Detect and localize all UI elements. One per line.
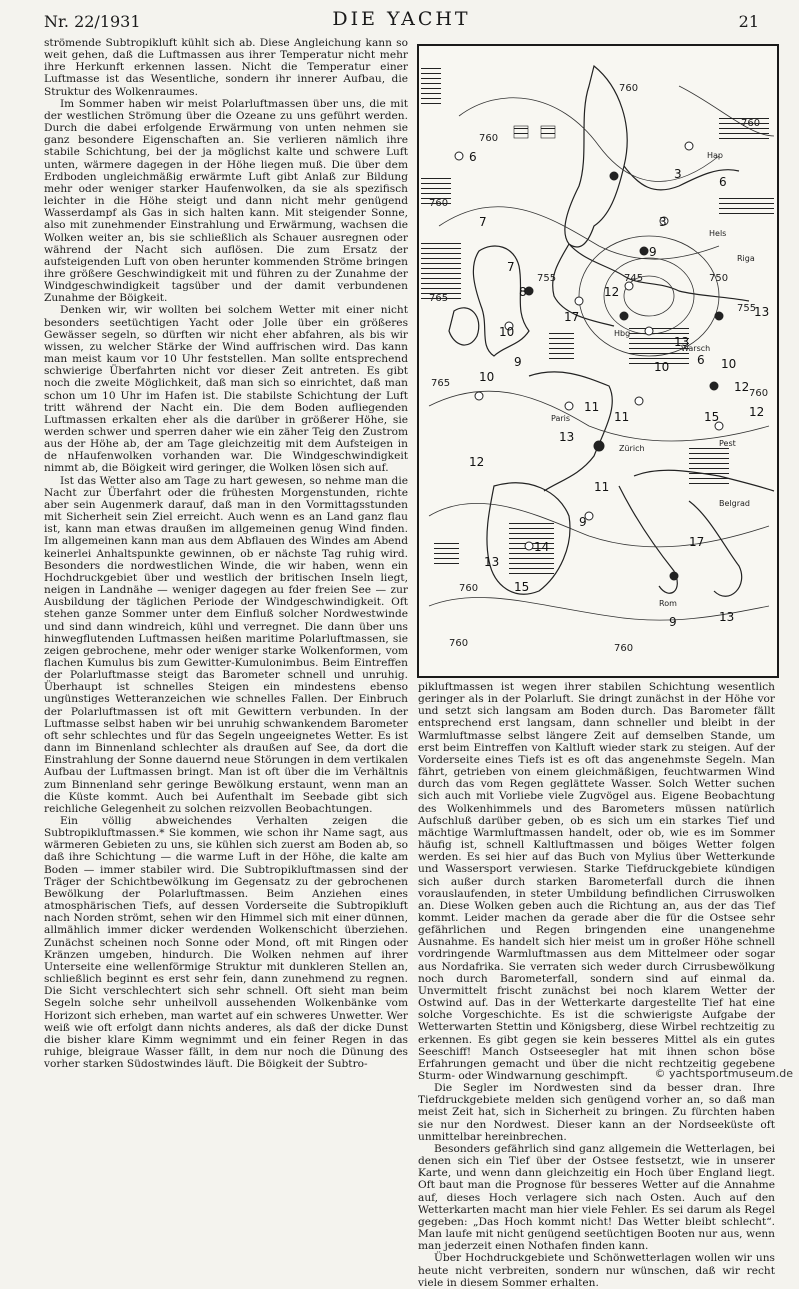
temp-value: 9: [514, 355, 522, 369]
page-number: 21: [738, 12, 759, 31]
temp-value: 10: [721, 357, 737, 371]
city-label: Hels: [709, 229, 727, 238]
isobar-label: 760: [619, 83, 639, 94]
isobar-label: 755: [537, 273, 557, 284]
isobar-label: 760: [749, 388, 769, 399]
isobar-label: 760: [429, 198, 449, 209]
temp-value: 10: [479, 370, 495, 384]
temp-value: 13: [754, 305, 770, 319]
temp-value: 13: [484, 555, 500, 569]
temp-value: 6: [719, 175, 727, 189]
isobar-labels: [429, 83, 768, 654]
temp-value: 11: [614, 410, 630, 424]
temp-value: 11: [594, 480, 610, 494]
temp-value: 9: [669, 615, 677, 629]
magazine-title: DIE YACHT: [332, 8, 471, 30]
temp-value: 17: [689, 535, 705, 549]
city-labels: [551, 151, 755, 608]
city-label: Hap: [707, 151, 723, 160]
paragraph: Ist das Wetter also am Tage zu hart gewesen, so nehme man die Nacht zur Überfahrt oder die frühesten Morgenstunden, richte aber sein Augenmerk darauf, daß man in den Vormittagsstunden mit Sicherheit sein Ziel erreicht. Auch wenn es an Land ganz flau ist, kann man etwas draußen im allgemeinen genug Wind finden. Im allgemeinen kann man aus dem Abflauen des Windes am Abend keinerlei Anhaltspunkte gewinnen, ob er nächste Tag ruhig wird. Besonders die nordwestlichen Winde, die wir haben, wenn ein Hochdruckgebiet über und westlich der britischen Inseln liegt, neigen in Landnähe — weniger dagegen au fder freien See — zur Ausbildung der täglichen Periode der Windgeschwindigkeit. Oft stehen ganze Sommer unter dem Einfluß solcher Nordwestwinde und sind dann windreich, kühl und verregnet. Die dann über uns hinwegflutenden Luftmassen heißen maritime Polarluftmassen, sie zeigen gebrochene, mehr oder weniger starke Wolkenformen, vom flachen Kumulus bis zum Gewitter-Kumulonimbus. Beim Eintreffen der Polarluftmasse steigt das Barometer schnell und unruhig. Überhaupt ist schnelles Steigen ein mindestens ebenso ungünstiges Wetteranzeichen wie schnelles Fallen. Der Einbruch der Polarluftmassen ist oft mit Gewittern verbunden. In der Luftmasse selbst haben wir bei unruhig schwankendem Barometer oft sehr schlechtes und für das Segeln ungeeignetes Wetter. Es ist dann im Binnenland schlechter als draußen auf See, da dort die Einstrahlung der Sonne dauernd neue Störungen in dem vertikalen Aufbau der Luftmassen bringt. Man ist oft über die im Verhältnis zum Binnenland sehr geringe Bewölkung erstaunt, wenn man an die Küste kommt. Auch bei Aufenthalt im Seebade gibt sich reichliche Gelegenheit zu solchen reizvollen Beobachtungen.: [44, 474, 408, 815]
isobar-label: 760: [479, 133, 499, 144]
page-header: [44, 8, 759, 38]
paragraph: Im Sommer haben wir meist Polarluftmassen über uns, die mit der westlichen Strömung über die Ozeane zu uns geführt werden. Durch die dabei erfolgende Erwärmung von unten nehmen sie ganz besondere Eigenschaften an. Sie verlieren nämlich ihre stabile Schichtung, bei der ja möglichst kalte und schwere Luft unten, wärmere dagegen in der Höhe liegen muß. Die über dem Erdboden ungleichmäßig erwärmte Luft gibt Anlaß zur Bildung mehr oder weniger starker Haufenwolken, da sie als spezifisch leichter in die Höhe steigt und dann nicht mehr genügend Wasserdampf als Gas in sich halten kann. Mit steigender Sonne, also mit zunehmender Einstrahlung und Erwärmung, wachsen die Wolken weiter an, bis sie schließlich als Schauer ausregnen oder während der Nacht sich auflösen. Die zum Ersatz der aufsteigenden Luft von oben herunter kommenden Ströme bringen ihre größere Geschwindigkeit mit und führen zu der Zunahme der Windgeschwindigkeit tagsüber und der damit verbundenen Zunahme der Böigkeit.: [44, 97, 408, 305]
isobar-label: 765: [431, 378, 451, 389]
paragraph: Ein völlig abweichendes Verhalten zeigen die Subtropikluftmassen.* Sie kommen, wie schon ihr Name sagt, aus wärmeren Gebieten zu uns, sie kühlen sich zuerst am Boden ab, so daß ihre Schichtung — die warme Luft in der Höhe, die kalte am Boden — immer stabiler wird. Die Subtropikluftmassen sind der Träger der Schichtbewölkung im Gegensatz zu der gebrochenen Bewölkung der Polarluftmassen. Beim Anziehen eines atmosphärischen Tiefs, auf dessen Vorderseite die Subtropikluft nach Norden strömt, sehen wir den Himmel sich mit einer dünnen, allmählich immer dicker werdenden Wolkenschicht überziehen. Zunächst scheinen noch Sonne oder Mond, oft mit Ringen oder Kränzen umgeben, hindurch. Die Wolken nehmen auf ihrer Unterseite eine wellenförmige Struktur mit dunkleren Stellen an, schließlich beginnt es erst sehr fein, dann zunehmend zu regnen. Die Sicht verschlechtert sich sehr schnell. Oft sieht man beim Segeln solche sehr unheilvoll aussehenden Wolkenbänke vom Horizont sich erheben, man wartet auf ein schweres Unwetter. Wer weiß wie oft erfolgt dann nichts anderes, als daß der dicke Dunst die bisher klare Kimm wegnimmt und ein feiner Regen in das ruhige, bleigraue Wasser fällt, in dem nur noch die Dünung des vorher starken Südostwindes läuft. Die Böigkeit der Subtro-: [44, 815, 408, 1071]
temp-value: 15: [704, 410, 720, 424]
paragraph: strömende Subtropikluft kühlt sich ab. Diese Angleichung kann so weit gehen, daß die Luftmassen aus ihrer Temperatur nicht mehr ihre Herkunft erkennen lassen. Nicht die Temperatur einer Luftmasse ist das Wesentliche, sondern ihr innerer Aufbau, die Struktur des Wolkenraumes.: [44, 37, 408, 98]
temp-value: 13: [559, 430, 575, 444]
temp-value: 12: [604, 285, 620, 299]
temp-value: 3: [674, 167, 682, 181]
watermark: © yachtsportmuseum.de: [654, 1067, 793, 1080]
left-column: [44, 37, 408, 1070]
temp-value: 6: [697, 353, 705, 367]
paragraph: Denken wir, wir wollten bei solchem Wetter mit einer nicht besonders seetüchtigen Yacht oder Jolle über ein größeres Gewässer segeln, so dürften wir nicht eher abfahren, als bis wir wissen, zu welcher Stärke der Wind auffrischen wird. Das kann man meist kaum vor 10 Uhr feststellen. Man sollte entsprechend schwierige Überfahrten nicht vor dieser Zeit antreten. Es gibt noch die zweite Möglichkeit, daß man sich so einrichtet, daß man schon um 10 Uhr im Hafen ist. Die stabilste Schichtung der Luft tritt während der Nacht ein. Die dem Boden aufliegenden Luftmassen erkalten eher als die darüber in größerer Höhe, sie werden schwer und sperren daher wie ein zäher Teig den Zustrom aus der Höhe ab, der am Tage gleichzeitig mit dem Aufsteigen in de nHaufenwolken vorhanden war. Die Windgeschwindigkeit nimmt ab, die Böigkeit wird geringer, die Wolken lösen sich auf.: [44, 304, 408, 475]
weather-map: [417, 44, 779, 678]
paragraph: Die Segler im Nordwesten sind da besser dran. Ihre Tiefdruckgebiete melden sich genügend vorher an, so daß man meist Zeit hat, sich in Sicherheit zu bringen. Zu fürchten haben sie nur den Nordwest. Dieser kann an der Nordseeküste oft unmittelbar hereinbrechen.: [418, 1082, 775, 1143]
temp-value: 8: [519, 285, 527, 299]
temp-value: 13: [674, 335, 690, 349]
temp-value: 10: [654, 360, 670, 374]
paragraph: pikluftmassen ist wegen ihrer stabilen Schichtung wesentlich geringer als in der Polarluft. Sie dringt zunächst in der Höhe vor und setzt sich langsam am Boden durch. Das Barometer fällt entsprechend erst langsam, dann schneller und bleibt in der Warmluftmasse selbst längere Zeit auf demselben Stande, um erst beim Eintreffen von Kaltluft wieder stark zu steigen. Auf der Vorderseite eines Tiefs ist es oft das angenehmste Segeln. Man fährt, getrieben von einem gleichmäßigen, feuchtwarmen Wind durch das vom Regen geglättete Wasser. Solch Wetter suchen sich auch mit Vorliebe viele Zugvögel aus. Eigene Beobachtung des Wolkenhimmels und des Barometers müssen natürlich Aufschluß darüber geben, ob es sich um ein starkes Tief und mächtige Warmluftmassen handelt, oder ob, wie es im Sommer häufig ist, schnell Kaltluftmassen und böiges Wetter folgen werden. Es sei hier auf das Buch von Mylius über Wetterkunde und Wassersport verwiesen. Starke Tiefdruckgebiete kündigen sich außer durch starken Barometerfall durch die ihnen vorauslaufenden, in steter Umbildung befindlichen Cirruswolken an. Diese Wolken geben auch die Richtung an, aus der das Tief kommt. Leider machen da gerade aber die für die Ostsee sehr gefährlichen und Regen bringenden eine unangenehme Ausnahme. Es handelt sich hier meist um in großer Höhe schnell vordringende Warmluftmassen aus dem Mittelmeer oder sogar aus Nordafrika. Sie verraten sich weder durch Cirrusbewölkung noch durch Barometerfall, sondern sind auf einmal da. Unvermittelt frischt zunächst bei noch klarem Wetter der Ostwind auf. Das in der Wetterkarte dargestellte Tief hat eine solche Vorgeschichte. Es ist die schwierigste Aufgabe der Wetterwarten Stettin und Königsberg, diese Wirbel rechtzeitig zu erkennen. Es gibt gegen sie kein besseres Mittel als ein gutes Seeschiff! Manch Ostseesegler hat mit ihnen schon böse Erfahrungen gemacht und über die nicht rechtzeitig gegebene Sturm- oder Windwarnung geschimpft.: [418, 681, 775, 1082]
temp-value: 10: [499, 325, 515, 339]
isobars: [429, 86, 774, 620]
isobar-label: 760: [459, 583, 479, 594]
temp-value: 7: [507, 260, 515, 274]
temp-value: 9: [649, 245, 657, 259]
temp-value: 7: [479, 215, 487, 229]
city-label: Rom: [659, 599, 677, 608]
temp-value: 9: [579, 515, 587, 529]
city-label: Riga: [737, 254, 755, 263]
city-label: Warsch: [681, 344, 711, 353]
isobar-label: 760: [614, 643, 634, 654]
temp-value: 6: [469, 150, 477, 164]
isobar-label: 760: [741, 118, 761, 129]
paragraph: Besonders gefährlich sind ganz allgemein die Wetterlagen, bei denen sich ein Tief über der Ostsee festsetzt, wie in unserer Karte, und wenn dann gleichzeitig ein Hoch über England liegt. Oft baut man die Prognose für besseres Wetter auf die Annahme auf, dieses Hoch verlagere sich nach Osten. Auch auf den Wetterkarten macht man hier viele Fehler. Es sei darum als Regel gegeben: „Das Hoch kommt nicht! Das Wetter bleibt schlecht“. Man laufe mit nicht genügend seetüchtigen Booten nur aus, wenn man jederzeit einen Nothafen finden kann.: [418, 1142, 775, 1253]
paragraph: Über Hochdruckgebiete und Schönwetterlagen wollen wir uns heute nicht verbreiten, sondern nur wünschen, daß wir recht viele in diesem Sommer erhalten.: [418, 1252, 775, 1289]
isobar-label: 760: [449, 638, 469, 649]
isobar-label: 765: [429, 293, 449, 304]
coastlines: [449, 66, 774, 596]
city-label: Hbg: [614, 329, 631, 338]
isobar-label: 745: [624, 273, 644, 284]
temp-value: 12: [749, 405, 765, 419]
temp-value: 12: [734, 380, 750, 394]
city-label: Belgrad: [719, 499, 750, 508]
city-label: Paris: [551, 414, 571, 423]
city-label: Zürich: [619, 444, 645, 453]
temp-value: 11: [584, 400, 600, 414]
temp-value: 14: [534, 540, 550, 554]
isobar-label: 755: [737, 303, 757, 314]
isobar-label: 750: [709, 273, 729, 284]
right-column: [418, 681, 775, 1289]
temp-value: 15: [514, 580, 530, 594]
city-label: Pest: [719, 439, 736, 448]
temp-value: 17: [564, 310, 580, 324]
temp-value: 13: [719, 610, 735, 624]
issue-number: Nr. 22/1931: [44, 12, 141, 31]
temp-value: 12: [469, 455, 485, 469]
temp-value: 3: [659, 215, 667, 229]
